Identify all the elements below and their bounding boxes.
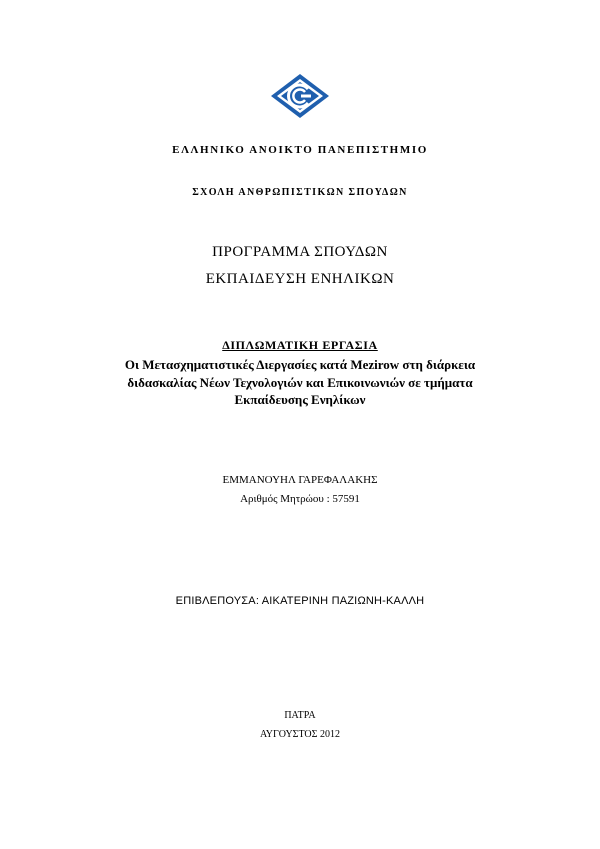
thesis-title-line-3: Εκπαίδευσης Ενηλίκων [234,392,366,407]
program-title: ΠΡΟΓΡΑΜΜΑ ΣΠΟΥΔΩΝ [212,244,388,260]
school-name: ΣΧΟΛΗ ΑΝΘΡΩΠΙΣΤΙΚΩΝ ΣΠΟΥΔΩΝ [192,187,408,198]
city: ΠΑΤΡΑ [284,710,316,721]
author-name: ΕΜΜΑΝΟΥΗΛ ΓΑΡΕΦΑΛΑΚΗΣ [222,474,378,486]
university-name: ΕΛΛΗΝΙΚΟ ΑΝΟΙΚΤΟ ΠΑΝΕΠΙΣΤΗΜΙΟ [172,144,428,156]
date: ΑΥΓΟΥΣΤΟΣ 2012 [260,729,340,740]
thesis-title-line-1: Οι Μετασχηματιστικές Διεργασίες κατά Mezirow στη διάρκεια [124,357,476,372]
thesis-label: ΔΙΠΛΩΜΑΤΙΚΗ ΕΡΓΑΣΙΑ [222,338,378,352]
registration-number: Αριθμός Μητρώου : 57591 [240,493,360,505]
thesis-title-line-2: διδασκαλίας Νέων Τεχνολογιών και Επικοινωνιών σε τμήματα [127,375,473,390]
university-logo-icon [270,73,330,119]
supervisor: ΕΠΙΒΛΕΠΟΥΣΑ: ΑΙΚΑΤΕΡΙΝΗ ΠΑΖΙΩΝΗ-ΚΑΛΛΗ [175,595,425,607]
program-subtitle: ΕΚΠΑΙΔΕΥΣΗ ΕΝΗΛΙΚΩΝ [205,271,395,287]
